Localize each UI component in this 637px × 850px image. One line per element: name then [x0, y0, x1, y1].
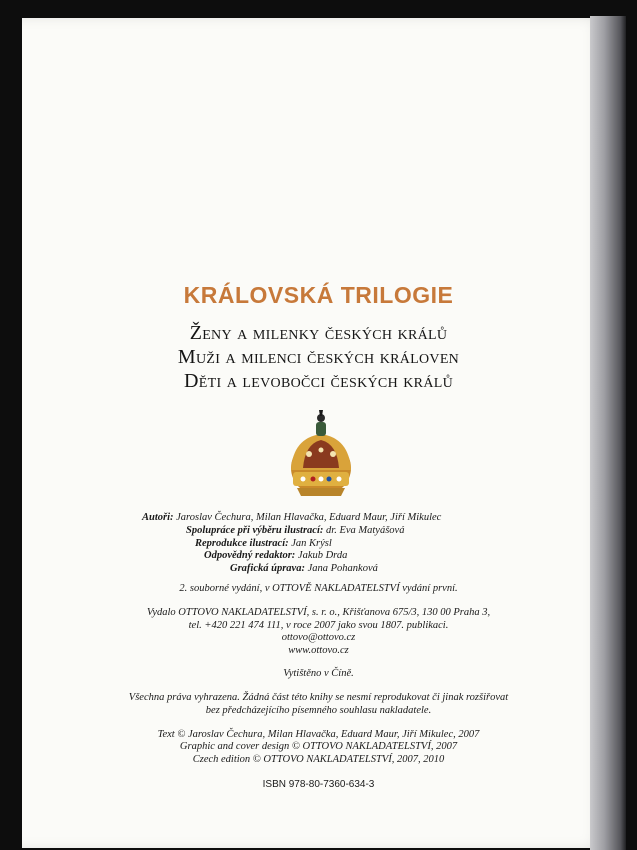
- book-edge: [590, 16, 626, 850]
- publisher-line-2: tel. +420 221 474 111, v roce 2007 jako svou 1807. publikaci.: [188, 620, 449, 631]
- credit-graphic-design: [230, 558, 378, 576]
- book-series-title: KRÁLOVSKÁ TRILOGIE: [183, 282, 454, 308]
- credit-value: dr. Eva Matyášová: [326, 525, 405, 536]
- publisher-line-1: Vydalo OTTOVO NAKLADATELSTVÍ, s. r. o., Křišťanova 675/3, 130 00 Praha 3,: [146, 607, 491, 618]
- publisher-email: ottovo@ottovo.cz: [281, 632, 356, 643]
- credit-value: Jaroslav Čechura, Milan Hlavačka, Eduard Maur, Jiří Mikulec: [176, 512, 442, 523]
- publisher-website: www.ottovo.cz: [288, 645, 349, 656]
- credit-value: Jan Krýsl: [291, 538, 332, 549]
- credit-label: Autoři:: [142, 512, 174, 523]
- credit-value: Jana Pohanková: [307, 563, 378, 574]
- subtitle-3: Děti a levobočci českých králů: [184, 370, 453, 392]
- rights-line-2: bez předcházejícího písemného souhlasu nakladatele.: [205, 705, 432, 716]
- copyright-edition: Czech edition © OTTOVO NAKLADATELSTVÍ, 2007, 2010: [192, 754, 445, 765]
- isbn: ISBN 978-80-7360-634-3: [262, 779, 375, 790]
- copyright-text: Text © Jaroslav Čechura, Milan Hlavačka, Eduard Maur, Jiří Mikulec, 2007: [157, 729, 480, 740]
- rights-line-1: Všechna práva vyhrazena. Žádná část této knihy se nesmí reprodukovat či jinak rozšiřovat: [128, 692, 509, 703]
- imperial-crown-illustration: [283, 408, 358, 500]
- credit-value: Jakub Drda: [297, 550, 348, 561]
- copyright-design: Graphic and cover design © OTTOVO NAKLADATELSTVÍ, 2007: [179, 741, 458, 752]
- credit-label: Odpovědný redaktor:: [204, 550, 296, 561]
- subtitle-1: Ženy a milenky českých králů: [189, 322, 448, 344]
- credit-label: Spolupráce při výběru ilustrací:: [186, 525, 324, 536]
- credit-label: Grafická úprava:: [230, 563, 305, 574]
- printed-in: Vytištěno v Číně.: [283, 668, 354, 679]
- credit-label: Reprodukce ilustrací:: [195, 538, 289, 549]
- edition-note: 2. souborné vydání, v OTTOVĚ NAKLADATELSTVÍ vydání první.: [179, 583, 458, 594]
- subtitle-2: Muži a milenci českých královen: [177, 346, 460, 368]
